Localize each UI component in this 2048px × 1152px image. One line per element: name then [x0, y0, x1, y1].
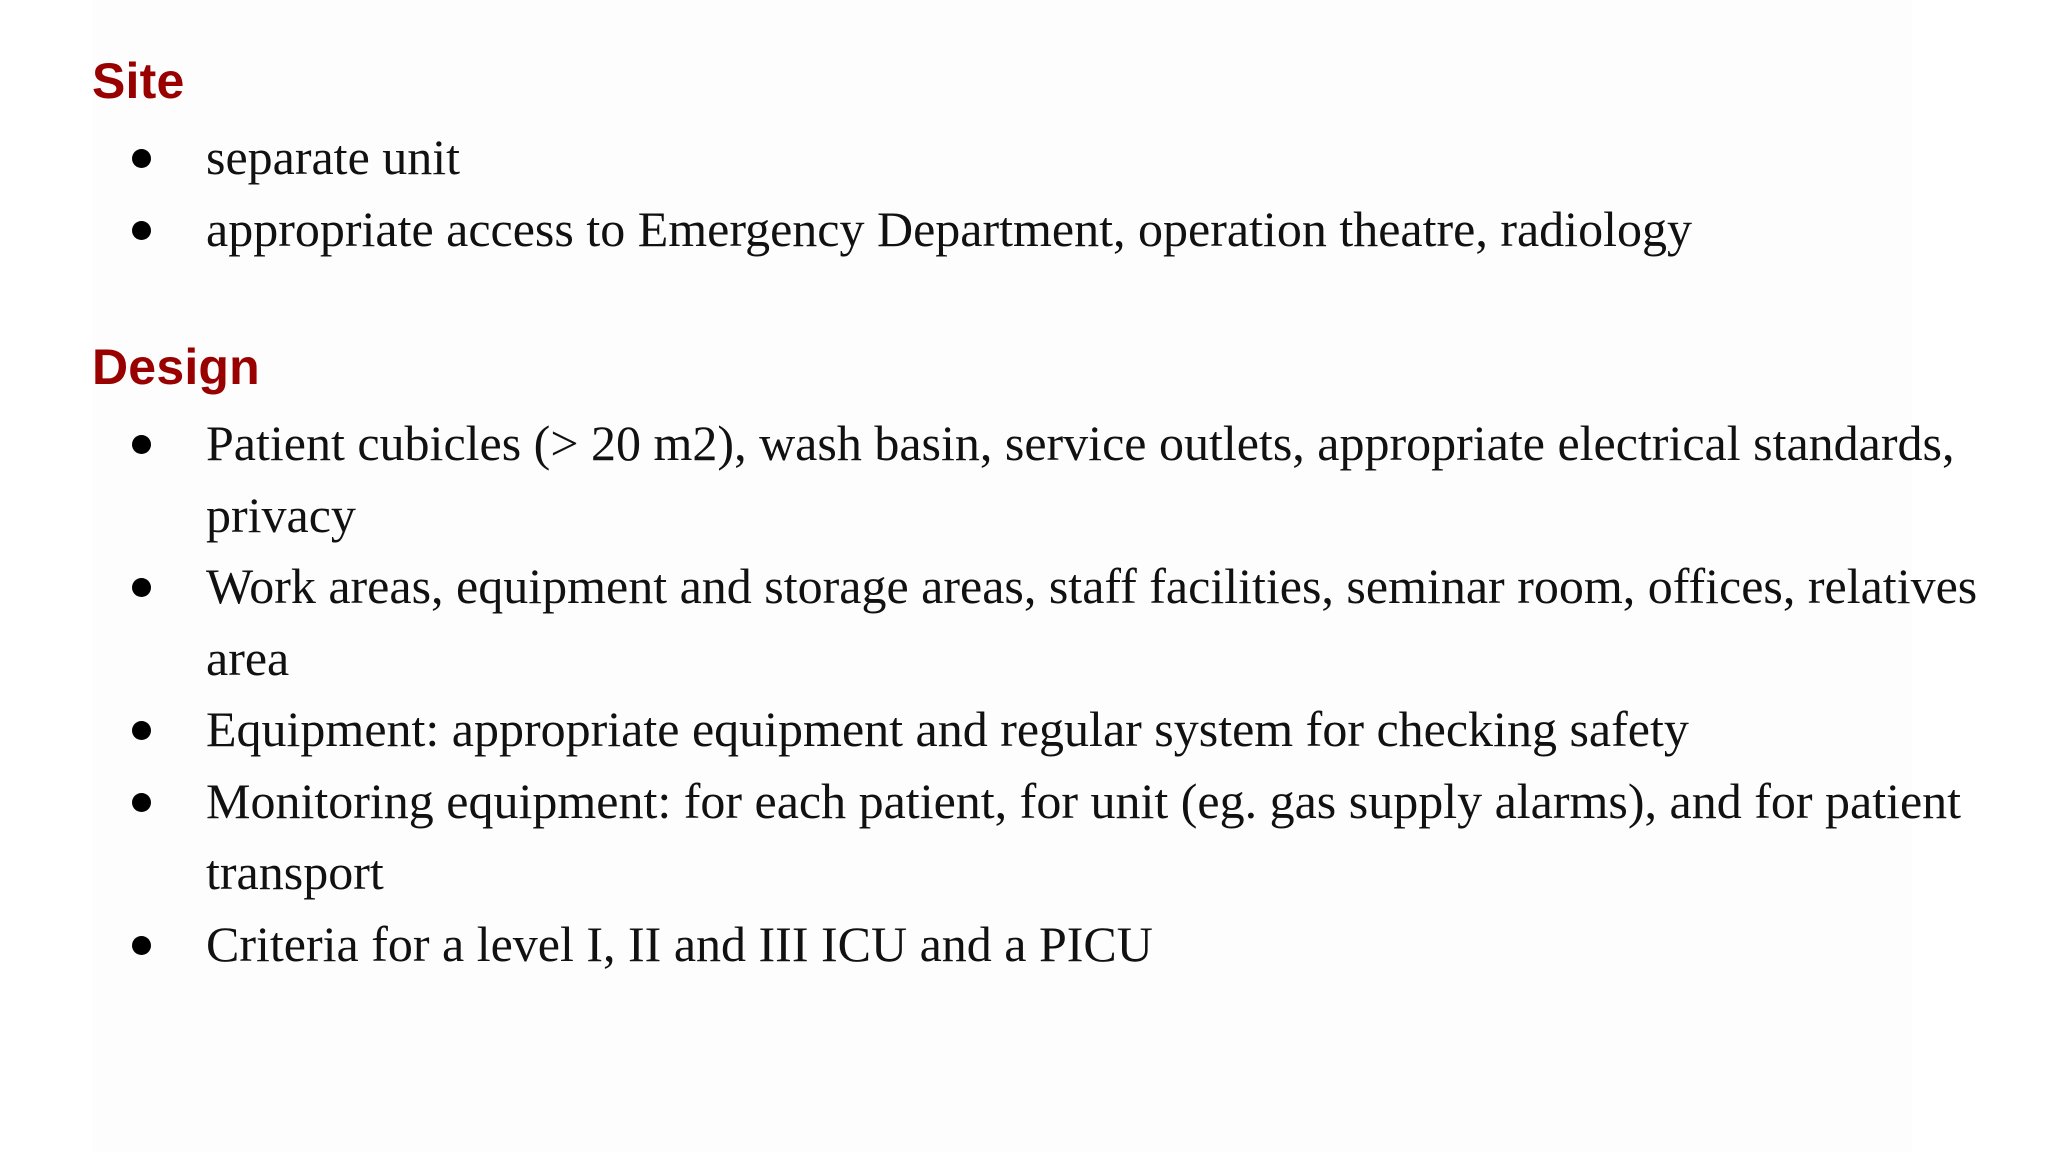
list-item	[92, 551, 2026, 694]
list-item-text: Monitoring equipment: for each patient, for unit (eg. gas supply alarms), and for patient transport	[206, 772, 1962, 900]
bullet-icon	[132, 721, 151, 740]
list-item-text: Patient cubicles (> 20 m2), wash basin, service outlets, appropriate electrical standards, privacy	[206, 415, 1955, 543]
bullet-icon	[132, 221, 151, 240]
list-item	[92, 194, 1972, 266]
section-heading-design: Design	[92, 339, 260, 395]
bullet-list-design	[92, 408, 1978, 980]
list-item-text: Criteria for a level I, II and III ICU and a PICU	[206, 915, 1153, 972]
list-item-text: Work areas, equipment and storage areas, staff facilities, seminar room, offices, relatives area	[206, 558, 1978, 686]
list-item-text: Equipment: appropriate equipment and regular system for checking safety	[206, 701, 1689, 757]
bullet-icon	[132, 936, 151, 955]
list-item	[92, 122, 1972, 194]
list-item	[92, 909, 2026, 981]
section-design	[92, 338, 1978, 980]
list-item	[92, 408, 2026, 551]
bullet-list-site	[92, 122, 1972, 265]
section-site	[92, 52, 1972, 265]
list-item	[92, 766, 2026, 909]
bullet-icon	[132, 793, 151, 812]
bullet-icon	[132, 435, 151, 454]
bullet-icon	[132, 149, 151, 168]
bullet-icon	[132, 578, 151, 597]
section-heading-site: Site	[92, 53, 185, 109]
list-item	[92, 694, 2026, 766]
list-item-text: appropriate access to Emergency Department, operation theatre, radiology	[206, 200, 1692, 257]
list-item-text: separate unit	[206, 129, 461, 185]
